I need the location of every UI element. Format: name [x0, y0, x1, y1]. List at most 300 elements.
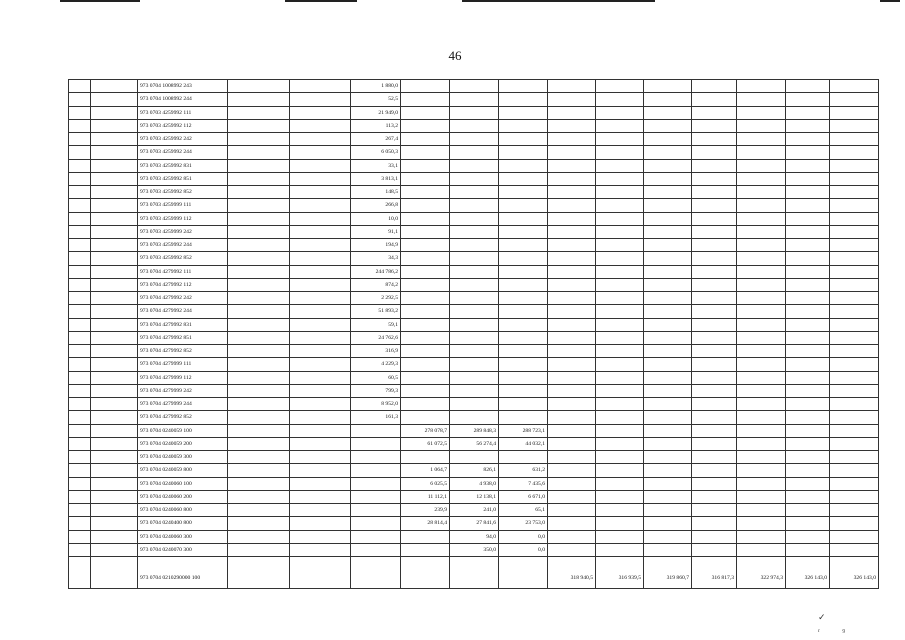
spacer-cell: [91, 358, 138, 371]
table-row: [69, 265, 879, 278]
amount-cell: [644, 278, 692, 291]
amount-cell: [548, 265, 596, 278]
amount-cell: [786, 186, 830, 199]
amount-cell: [401, 358, 450, 371]
amount-cell: 350,0: [450, 543, 499, 556]
amount-cell: [692, 424, 737, 437]
amount-cell: 148,5: [351, 186, 401, 199]
amount-cell: [596, 371, 644, 384]
spacer-cell: [91, 411, 138, 424]
amount-cell: 91,1: [351, 225, 401, 238]
amount-cell: [450, 106, 499, 119]
amount-cell: [786, 437, 830, 450]
amount-cell: [596, 331, 644, 344]
spacer-cell: [228, 464, 290, 477]
table-row: [69, 543, 879, 556]
amount-cell: [692, 106, 737, 119]
amount-cell: [786, 345, 830, 358]
amount-cell: 34,3: [351, 252, 401, 265]
spacer-cell: [69, 146, 91, 159]
amount-cell: [786, 384, 830, 397]
amount-cell: [786, 265, 830, 278]
amount-cell: [644, 477, 692, 490]
amount-cell: [351, 424, 401, 437]
amount-cell: [499, 371, 548, 384]
amount-cell: 316,9: [351, 345, 401, 358]
amount-cell: [548, 146, 596, 159]
amount-cell: [548, 318, 596, 331]
amount-cell: [499, 451, 548, 464]
amount-cell: [499, 119, 548, 132]
amount-cell: [737, 80, 786, 93]
table-row: [69, 146, 879, 159]
amount-cell: [499, 225, 548, 238]
amount-cell: [737, 159, 786, 172]
amount-cell: [548, 543, 596, 556]
amount-cell: [830, 384, 879, 397]
spacer-cell: [91, 331, 138, 344]
spacer-cell: [91, 437, 138, 450]
amount-cell: [596, 106, 644, 119]
spacer-cell: [228, 212, 290, 225]
amount-cell: [830, 530, 879, 543]
amount-cell: [692, 252, 737, 265]
amount-cell: [786, 543, 830, 556]
spacer-cell: [228, 371, 290, 384]
amount-cell: [830, 199, 879, 212]
budget-code-cell: 973 0704 4279992 112: [138, 278, 228, 291]
amount-cell: [450, 119, 499, 132]
amount-cell: [548, 106, 596, 119]
amount-cell: [401, 212, 450, 225]
amount-cell: [737, 172, 786, 185]
amount-cell: [548, 186, 596, 199]
amount-cell: [692, 331, 737, 344]
spacer-cell: [290, 384, 351, 397]
amount-cell: [644, 517, 692, 530]
spacer-cell: [290, 358, 351, 371]
amount-cell: [692, 93, 737, 106]
amount-cell: [737, 305, 786, 318]
budget-code-cell: 973 0704 0240060 100: [138, 477, 228, 490]
amount-cell: [786, 398, 830, 411]
spacer-cell: [69, 424, 91, 437]
amount-cell: 799,3: [351, 384, 401, 397]
spacer-cell: [290, 80, 351, 93]
spacer-cell: [69, 133, 91, 146]
amount-cell: [351, 543, 401, 556]
amount-cell: [401, 146, 450, 159]
amount-cell: 326 143,0: [786, 557, 830, 589]
amount-cell: 56 274,4: [450, 437, 499, 450]
amount-cell: [830, 278, 879, 291]
spacer-cell: [91, 106, 138, 119]
spacer-cell: [69, 265, 91, 278]
amount-cell: 239,9: [401, 504, 450, 517]
amount-cell: [596, 437, 644, 450]
amount-cell: [692, 437, 737, 450]
amount-cell: [499, 398, 548, 411]
amount-cell: [830, 371, 879, 384]
amount-cell: 24 762,6: [351, 331, 401, 344]
amount-cell: [830, 80, 879, 93]
amount-cell: [737, 239, 786, 252]
amount-cell: [786, 517, 830, 530]
spacer-cell: [228, 517, 290, 530]
amount-cell: 1 064,7: [401, 464, 450, 477]
amount-cell: [692, 159, 737, 172]
amount-cell: [830, 133, 879, 146]
spacer-cell: [91, 464, 138, 477]
spacer-cell: [91, 530, 138, 543]
amount-cell: [596, 119, 644, 132]
table-row: [69, 186, 879, 199]
amount-cell: [737, 504, 786, 517]
amount-cell: [450, 278, 499, 291]
spacer-cell: [290, 239, 351, 252]
amount-cell: [644, 437, 692, 450]
amount-cell: [499, 331, 548, 344]
amount-cell: [786, 93, 830, 106]
amount-cell: [351, 490, 401, 503]
table-row: [69, 292, 879, 305]
amount-cell: [548, 80, 596, 93]
amount-cell: [692, 490, 737, 503]
amount-cell: [644, 451, 692, 464]
spacer-cell: [290, 464, 351, 477]
table-row: [69, 199, 879, 212]
budget-code-cell: 973 0704 1008992 244: [138, 93, 228, 106]
amount-cell: 319 860,7: [644, 557, 692, 589]
amount-cell: [450, 159, 499, 172]
amount-cell: [692, 358, 737, 371]
amount-cell: [830, 93, 879, 106]
amount-cell: [737, 451, 786, 464]
spacer-cell: [69, 292, 91, 305]
amount-cell: [596, 172, 644, 185]
spacer-cell: [91, 318, 138, 331]
amount-cell: [737, 517, 786, 530]
spacer-cell: [228, 437, 290, 450]
amount-cell: 316 817,3: [692, 557, 737, 589]
table-row: [69, 424, 879, 437]
spacer-cell: [228, 146, 290, 159]
spacer-cell: [69, 437, 91, 450]
spacer-cell: [290, 159, 351, 172]
spacer-cell: [91, 159, 138, 172]
table-row: [69, 305, 879, 318]
amount-cell: [830, 239, 879, 252]
amount-cell: [450, 199, 499, 212]
spacer-cell: [69, 318, 91, 331]
amount-cell: [644, 398, 692, 411]
spacer-cell: [91, 451, 138, 464]
spacer-cell: [91, 477, 138, 490]
amount-cell: 874,2: [351, 278, 401, 291]
amount-cell: [830, 517, 879, 530]
amount-cell: 288 723,1: [499, 424, 548, 437]
amount-cell: 61 072,5: [401, 437, 450, 450]
table-row: [69, 93, 879, 106]
amount-cell: [786, 106, 830, 119]
spacer-cell: [228, 265, 290, 278]
amount-cell: [737, 464, 786, 477]
spacer-cell: [91, 199, 138, 212]
amount-cell: [548, 252, 596, 265]
amount-cell: [596, 292, 644, 305]
table-row: [69, 490, 879, 503]
budget-code-cell: 973 0704 4279992 242: [138, 292, 228, 305]
amount-cell: [830, 331, 879, 344]
amount-cell: [644, 93, 692, 106]
amount-cell: [596, 464, 644, 477]
amount-cell: [692, 146, 737, 159]
amount-cell: [401, 331, 450, 344]
amount-cell: [548, 225, 596, 238]
amount-cell: [596, 212, 644, 225]
amount-cell: [548, 424, 596, 437]
amount-cell: [737, 212, 786, 225]
amount-cell: 266,8: [351, 199, 401, 212]
amount-cell: [692, 477, 737, 490]
amount-cell: [596, 451, 644, 464]
spacer-cell: [228, 172, 290, 185]
spacer-cell: [228, 199, 290, 212]
amount-cell: [548, 212, 596, 225]
amount-cell: [786, 305, 830, 318]
spacer-cell: [91, 186, 138, 199]
amount-cell: [548, 437, 596, 450]
amount-cell: 316 939,5: [596, 557, 644, 589]
amount-cell: [401, 186, 450, 199]
budget-code-cell: 973 0704 4279992 111: [138, 265, 228, 278]
spacer-cell: [69, 398, 91, 411]
amount-cell: [737, 225, 786, 238]
amount-cell: [830, 345, 879, 358]
amount-cell: [596, 146, 644, 159]
table-row: [69, 119, 879, 132]
amount-cell: [692, 265, 737, 278]
amount-cell: [450, 398, 499, 411]
budget-code-cell: 973 0704 0240059 200: [138, 437, 228, 450]
amount-cell: [548, 530, 596, 543]
amount-cell: [644, 119, 692, 132]
spacer-cell: [91, 265, 138, 278]
amount-cell: [596, 504, 644, 517]
amount-cell: 113,2: [351, 119, 401, 132]
budget-code-cell: 973 0703 4259992 242: [138, 133, 228, 146]
amount-cell: [786, 464, 830, 477]
amount-cell: [548, 199, 596, 212]
amount-cell: 326 143,0: [830, 557, 879, 589]
amount-cell: [450, 305, 499, 318]
spacer-cell: [290, 119, 351, 132]
amount-cell: [450, 146, 499, 159]
amount-cell: [401, 252, 450, 265]
spacer-cell: [69, 80, 91, 93]
amount-cell: [401, 398, 450, 411]
amount-cell: [786, 119, 830, 132]
amount-cell: [450, 318, 499, 331]
spacer-cell: [228, 278, 290, 291]
amount-cell: 267,4: [351, 133, 401, 146]
spacer-cell: [290, 278, 351, 291]
amount-cell: [450, 557, 499, 589]
amount-cell: [401, 199, 450, 212]
amount-cell: 322 974,3: [737, 557, 786, 589]
spacer-cell: [69, 384, 91, 397]
amount-cell: [737, 543, 786, 556]
amount-cell: [692, 371, 737, 384]
budget-code-cell: 973 0703 4259999 242: [138, 225, 228, 238]
amount-cell: [737, 477, 786, 490]
amount-cell: [644, 80, 692, 93]
amount-cell: 278 078,7: [401, 424, 450, 437]
spacer-cell: [69, 93, 91, 106]
amount-cell: [737, 186, 786, 199]
spacer-cell: [91, 398, 138, 411]
spacer-cell: [91, 371, 138, 384]
spacer-cell: [290, 424, 351, 437]
amount-cell: [830, 292, 879, 305]
spacer-cell: [290, 146, 351, 159]
amount-cell: 161,3: [351, 411, 401, 424]
spacer-cell: [91, 146, 138, 159]
amount-cell: [596, 424, 644, 437]
amount-cell: [830, 451, 879, 464]
spacer-cell: [290, 371, 351, 384]
budget-code-cell: 973 0704 0240060 200: [138, 490, 228, 503]
amount-cell: [499, 80, 548, 93]
amount-cell: [644, 305, 692, 318]
amount-cell: [499, 239, 548, 252]
amount-cell: [450, 172, 499, 185]
spacer-cell: [69, 358, 91, 371]
spacer-cell: [69, 212, 91, 225]
amount-cell: [737, 252, 786, 265]
spacer-cell: [290, 557, 351, 589]
budget-code-cell: 973 0703 4259992 244: [138, 239, 228, 252]
amount-cell: [644, 543, 692, 556]
amount-cell: [692, 504, 737, 517]
budget-code-cell: 973 0704 4279992 851: [138, 331, 228, 344]
amount-cell: [692, 345, 737, 358]
amount-cell: [401, 318, 450, 331]
amount-cell: [351, 517, 401, 530]
amount-cell: [596, 278, 644, 291]
amount-cell: [596, 252, 644, 265]
spacer-cell: [69, 252, 91, 265]
amount-cell: [644, 424, 692, 437]
amount-cell: [737, 146, 786, 159]
amount-cell: [499, 358, 548, 371]
spacer-cell: [290, 331, 351, 344]
amount-cell: [548, 292, 596, 305]
amount-cell: 0,0: [499, 530, 548, 543]
top-rule: [285, 0, 357, 2]
spacer-cell: [228, 451, 290, 464]
spacer-cell: [228, 345, 290, 358]
amount-cell: [401, 80, 450, 93]
amount-cell: 60,5: [351, 371, 401, 384]
spacer-cell: [91, 93, 138, 106]
amount-cell: [499, 106, 548, 119]
amount-cell: [830, 464, 879, 477]
amount-cell: [644, 504, 692, 517]
amount-cell: [548, 517, 596, 530]
spacer-cell: [91, 225, 138, 238]
amount-cell: [548, 451, 596, 464]
amount-cell: [830, 504, 879, 517]
amount-cell: [644, 225, 692, 238]
amount-cell: [548, 345, 596, 358]
amount-cell: [401, 411, 450, 424]
spacer-cell: [290, 398, 351, 411]
amount-cell: [596, 80, 644, 93]
amount-cell: [786, 477, 830, 490]
amount-cell: [737, 345, 786, 358]
spacer-cell: [69, 278, 91, 291]
amount-cell: [401, 345, 450, 358]
amount-cell: [351, 530, 401, 543]
amount-cell: [786, 411, 830, 424]
spacer-cell: [69, 517, 91, 530]
amount-cell: [596, 159, 644, 172]
amount-cell: [644, 464, 692, 477]
amount-cell: [737, 411, 786, 424]
spacer-cell: [290, 504, 351, 517]
amount-cell: [596, 345, 644, 358]
amount-cell: [644, 358, 692, 371]
footer-mark: ✓: [818, 612, 848, 622]
amount-cell: [786, 159, 830, 172]
table-row: [69, 384, 879, 397]
spacer-cell: [290, 292, 351, 305]
amount-cell: [548, 464, 596, 477]
amount-cell: [830, 186, 879, 199]
amount-cell: 826,1: [450, 464, 499, 477]
table-row: [69, 318, 879, 331]
amount-cell: [786, 424, 830, 437]
budget-code-cell: 973 0704 0240070 300: [138, 543, 228, 556]
budget-code-cell: 973 0703 4259992 111: [138, 106, 228, 119]
spacer-cell: [290, 530, 351, 543]
amount-cell: [499, 557, 548, 589]
amount-cell: [450, 252, 499, 265]
amount-cell: [692, 517, 737, 530]
table-row: [69, 331, 879, 344]
amount-cell: [548, 384, 596, 397]
amount-cell: [351, 464, 401, 477]
spacer-cell: [228, 557, 290, 589]
spacer-cell: [228, 239, 290, 252]
amount-cell: 244 786,2: [351, 265, 401, 278]
budget-code-cell: 973 0704 0240060 300: [138, 530, 228, 543]
spacer-cell: [91, 292, 138, 305]
table-row: [69, 80, 879, 93]
amount-cell: [450, 212, 499, 225]
amount-cell: [644, 265, 692, 278]
table-body: [69, 80, 879, 589]
amount-cell: [692, 384, 737, 397]
amount-cell: [737, 278, 786, 291]
amount-cell: 7 435,6: [499, 477, 548, 490]
footer-marks: [818, 612, 905, 633]
amount-cell: 27 841,6: [450, 517, 499, 530]
amount-cell: [830, 106, 879, 119]
table-row: [69, 437, 879, 450]
budget-code-cell: 973 0704 0240059 300: [138, 451, 228, 464]
